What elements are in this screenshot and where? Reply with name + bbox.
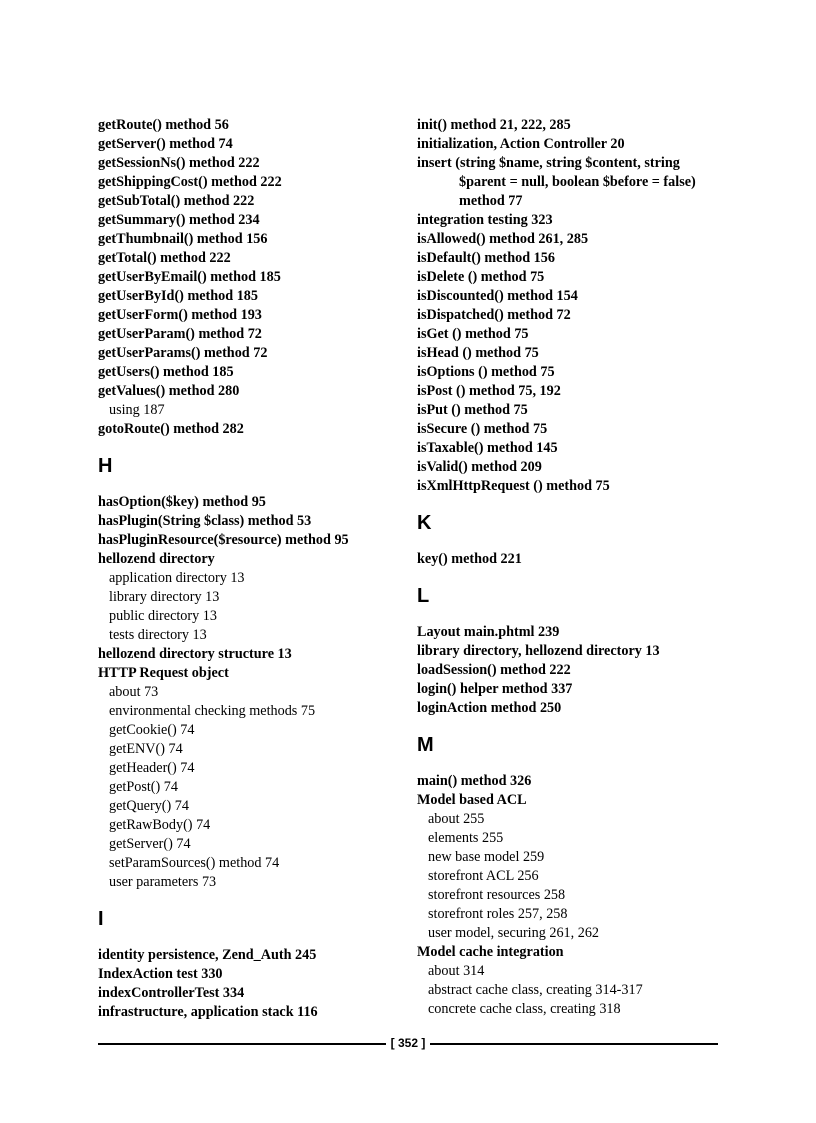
index-group-i-continued — [417, 116, 727, 496]
index-entry: getUserByEmail() method 185 — [98, 269, 281, 285]
index-entry: getSummary() method 234 — [98, 212, 260, 228]
index-entry: Model cache integration — [417, 944, 564, 960]
index-entry: isTaxable() method 145 — [417, 440, 558, 456]
index-entry: getServer() method 74 — [98, 136, 233, 152]
index-entry: getUserParams() method 72 — [98, 345, 268, 361]
index-entry: loginAction method 250 — [417, 700, 562, 716]
index-subentry: getServer() 74 — [109, 836, 191, 852]
index-subentry: storefront roles 257, 258 — [428, 906, 568, 922]
index-entry: getTotal() method 222 — [98, 250, 231, 266]
index-subentry: storefront resources 258 — [428, 887, 566, 903]
index-entry: insert (string $name, string $content, string $parent = null, boolean $before = false) method 77 — [417, 155, 696, 209]
index-entry: isDefault() method 156 — [417, 250, 555, 266]
index-entry: isDiscounted() method 154 — [417, 288, 578, 304]
index-entry: getSessionNs() method 222 — [98, 155, 260, 171]
index-subentry: user parameters 73 — [109, 874, 217, 890]
index-left-column — [98, 116, 398, 1022]
index-entry: hasOption($key) method 95 — [98, 494, 266, 510]
index-subentry: getPost() 74 — [109, 779, 178, 795]
index-subentry: getENV() 74 — [109, 741, 183, 757]
index-entry: hellozend directory — [98, 551, 215, 567]
section-letter-m: M — [417, 734, 434, 756]
index-subentry: abstract cache class, creating 314-317 — [428, 982, 643, 998]
index-entry: isValid() method 209 — [417, 459, 542, 475]
index-subentry: storefront ACL 256 — [428, 868, 539, 884]
index-entry: isDispatched() method 72 — [417, 307, 571, 323]
index-subentry: tests directory 13 — [109, 627, 207, 643]
index-entry: login() helper method 337 — [417, 681, 573, 697]
index-subentry: new base model 259 — [428, 849, 545, 865]
index-entry: library directory, hellozend directory 13 — [417, 643, 660, 659]
index-entry: hasPlugin(String $class) method 53 — [98, 513, 312, 529]
index-entry: loadSession() method 222 — [417, 662, 571, 678]
index-subentry: setParamSources() method 74 — [109, 855, 280, 871]
index-subentry: concrete cache class, creating 318 — [428, 1001, 621, 1017]
index-entry: IndexAction test 330 — [98, 966, 223, 982]
index-entry: getUserForm() method 193 — [98, 307, 262, 323]
index-subentry: elements 255 — [428, 830, 504, 846]
index-entry: getThumbnail() method 156 — [98, 231, 268, 247]
index-subentry: getHeader() 74 — [109, 760, 195, 776]
index-entry: isGet () method 75 — [417, 326, 529, 342]
index-group-k — [417, 550, 727, 569]
footer-rule-left — [98, 1043, 386, 1045]
index-entry: Model based ACL — [417, 792, 527, 808]
index-entry: isXmlHttpRequest () method 75 — [417, 478, 610, 494]
index-subentry: library directory 13 — [109, 589, 220, 605]
index-entry: key() method 221 — [417, 551, 522, 567]
section-letter-h: H — [98, 455, 113, 477]
page-footer — [98, 1033, 718, 1053]
index-entry: isHead () method 75 — [417, 345, 539, 361]
index-subentry: getRawBody() 74 — [109, 817, 211, 833]
index-entry: indexControllerTest 334 — [98, 985, 245, 1001]
index-entry: hellozend directory structure 13 — [98, 646, 292, 662]
index-entry: isAllowed() method 261, 285 — [417, 231, 589, 247]
index-entry: integration testing 323 — [417, 212, 553, 228]
index-entry: getRoute() method 56 — [98, 117, 229, 133]
section-letter-l: L — [417, 585, 430, 607]
section-letter-i: I — [98, 908, 104, 930]
index-group-h — [98, 493, 398, 892]
index-entry: isOptions () method 75 — [417, 364, 555, 380]
index-subentry: application directory 13 — [109, 570, 245, 586]
index-subentry: user model, securing 261, 262 — [428, 925, 600, 941]
index-entry: getUsers() method 185 — [98, 364, 234, 380]
index-entry: getValues() method 280 — [98, 383, 240, 399]
index-subentry: using 187 — [109, 402, 165, 418]
index-entry: isSecure () method 75 — [417, 421, 548, 437]
index-entry: main() method 326 — [417, 773, 532, 789]
index-entry: hasPluginResource($resource) method 95 — [98, 532, 349, 548]
index-entry: gotoRoute() method 282 — [98, 421, 244, 437]
index-subentry: about 255 — [428, 811, 485, 827]
index-entry: initialization, Action Controller 20 — [417, 136, 625, 152]
index-entry: getUserById() method 185 — [98, 288, 258, 304]
index-entry: getShippingCost() method 222 — [98, 174, 282, 190]
index-subentry: about 314 — [428, 963, 485, 979]
page-number: [ 352 ] — [390, 1036, 426, 1050]
index-entry: isPut () method 75 — [417, 402, 528, 418]
index-entry: isPost () method 75, 192 — [417, 383, 561, 399]
footer-rule-right — [430, 1043, 718, 1045]
index-group-g — [98, 116, 398, 439]
index-entry: identity persistence, Zend_Auth 245 — [98, 947, 317, 963]
index-group-m — [417, 772, 727, 1019]
index-group-l — [417, 623, 727, 718]
index-entry: getUserParam() method 72 — [98, 326, 262, 342]
index-entry: init() method 21, 222, 285 — [417, 117, 571, 133]
index-subentry: environmental checking methods 75 — [109, 703, 316, 719]
index-entry: HTTP Request object — [98, 665, 229, 681]
index-right-column — [417, 116, 727, 1019]
index-group-i — [98, 946, 398, 1022]
section-letter-k: K — [417, 512, 432, 534]
index-entry: infrastructure, application stack 116 — [98, 1004, 318, 1020]
index-subentry: about 73 — [109, 684, 159, 700]
index-entry: isDelete () method 75 — [417, 269, 545, 285]
index-subentry: getQuery() 74 — [109, 798, 189, 814]
index-entry: getSubTotal() method 222 — [98, 193, 255, 209]
index-subentry: getCookie() 74 — [109, 722, 195, 738]
index-entry: Layout main.phtml 239 — [417, 624, 560, 640]
index-subentry: public directory 13 — [109, 608, 217, 624]
